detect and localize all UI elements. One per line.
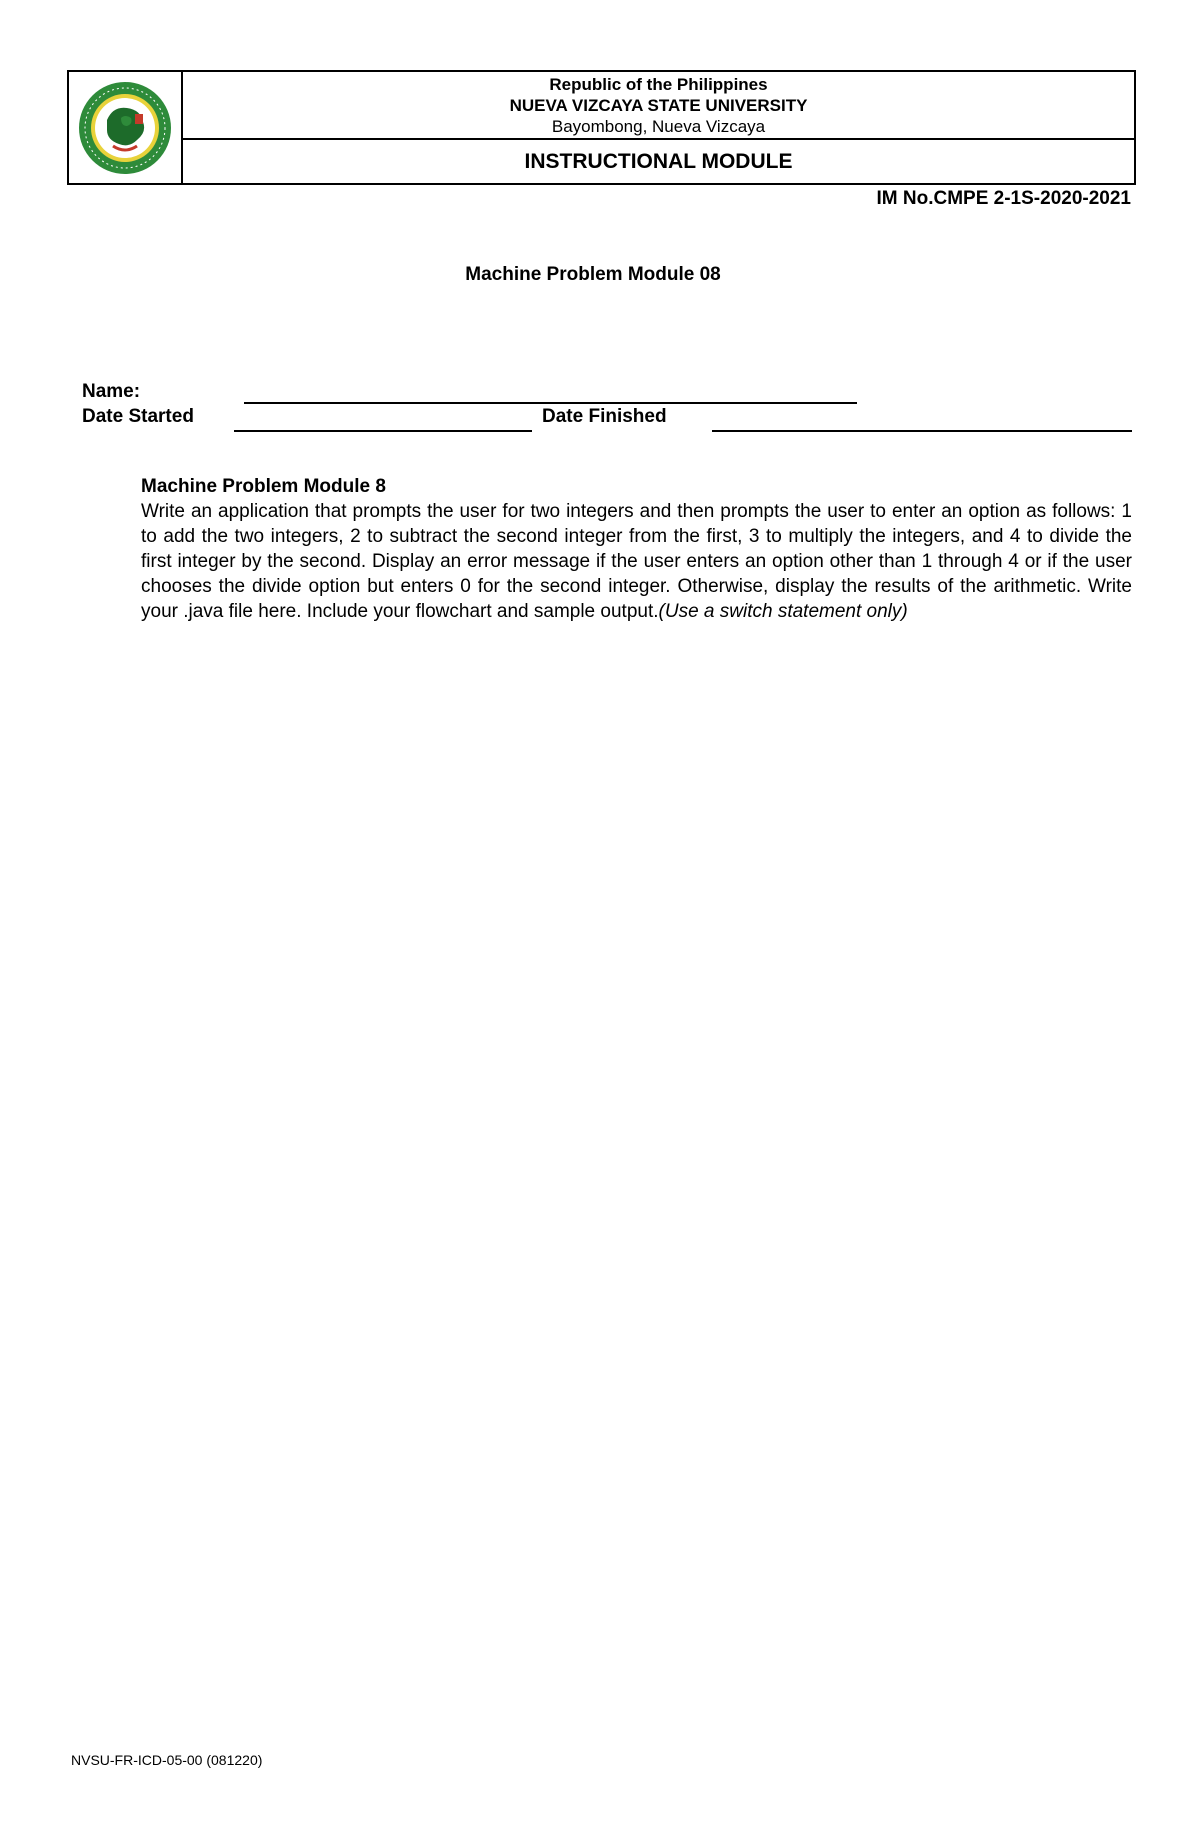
logo-cell	[69, 72, 183, 183]
republic-text: Republic of the Philippines	[549, 74, 768, 94]
university-name: NUEVA VIZCAYA STATE UNIVERSITY	[509, 95, 808, 115]
document-title: Machine Problem Module 08	[465, 264, 721, 285]
problem-heading: Machine Problem Module 8	[141, 476, 386, 497]
name-label: Name:	[82, 381, 141, 402]
form-code: NVSU-FR-ICD-05-00 (081220)	[71, 1752, 263, 1768]
module-type: INSTRUCTIONAL MODULE	[524, 149, 793, 173]
date-finished-label: Date Finished	[542, 406, 667, 427]
nvsu-seal-icon	[77, 80, 173, 176]
header-info	[183, 72, 1134, 183]
problem-text: Write an application that prompts the user for two integers and then prompts the user to enter an option as follows: 1 to add the two integers, 2 to subtract the second integer from the first, 3 to multiply the integers, and 4 to divide the first integer by the second. Display an error message if the user enters an option other than 1 through 4 or if the user chooses the divide option but enters 0 for the second integer. Otherwise, display the results of the arithmetic. Write your .java file here. Include your flowchart and sample output.	[141, 501, 1132, 622]
name-field[interactable]	[244, 402, 857, 404]
university-location: Bayombong, Nueva Vizcaya	[551, 116, 766, 136]
problem-body	[141, 499, 1132, 624]
university-block	[183, 72, 1134, 140]
date-finished-field[interactable]	[712, 430, 1132, 432]
date-started-label: Date Started	[82, 406, 194, 427]
date-started-field[interactable]	[234, 430, 532, 432]
problem-note: (Use a switch statement only)	[658, 601, 908, 622]
im-number: IM No.CMPE 2-1S-2020-2021	[876, 188, 1131, 209]
header-table	[67, 70, 1136, 185]
problem-section	[141, 474, 1132, 624]
